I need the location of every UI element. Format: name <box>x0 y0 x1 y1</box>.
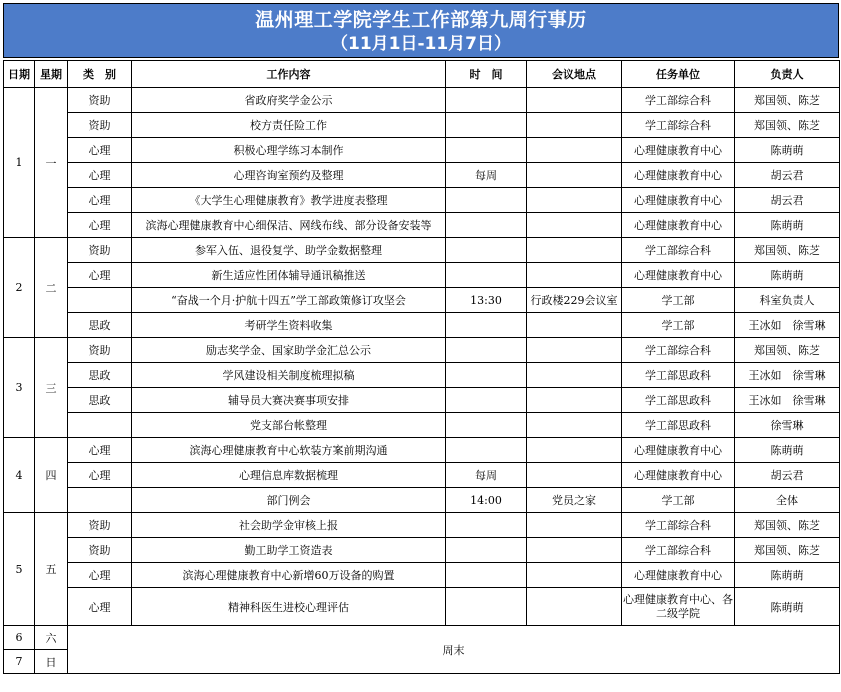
time-cell <box>446 213 527 238</box>
content-cell: 新生适应性团体辅导通讯稿推送 <box>132 263 446 288</box>
category-cell: 心理 <box>68 188 132 213</box>
owner-cell: 王冰如 徐雪琳 <box>735 313 840 338</box>
place-cell <box>527 563 622 588</box>
owner-cell: 郑国领、陈芝 <box>735 113 840 138</box>
content-cell: 励志奖学金、国家助学金汇总公示 <box>132 338 446 363</box>
content-cell: 校方责任险工作 <box>132 113 446 138</box>
date-cell: 6 <box>4 626 35 650</box>
table-row <box>4 563 840 588</box>
category-cell: 心理 <box>68 163 132 188</box>
weekday-cell: 一 <box>35 88 68 238</box>
table-row <box>4 538 840 563</box>
category-cell: 资助 <box>68 513 132 538</box>
place-cell <box>527 188 622 213</box>
table-row <box>4 188 840 213</box>
place-cell <box>527 463 622 488</box>
table-row <box>4 238 840 263</box>
unit-cell: 学工部 <box>622 313 735 338</box>
category-cell: 心理 <box>68 563 132 588</box>
owner-cell: 郑国领、陈芝 <box>735 338 840 363</box>
unit-cell: 学工部 <box>622 288 735 313</box>
place-cell <box>527 413 622 438</box>
content-cell: 心理信息库数据梳理 <box>132 463 446 488</box>
content-cell: 考研学生资料收集 <box>132 313 446 338</box>
category-cell: 资助 <box>68 338 132 363</box>
table-row <box>4 113 840 138</box>
place-cell <box>527 88 622 113</box>
table-row <box>4 338 840 363</box>
time-cell <box>446 363 527 388</box>
schedule-table <box>3 60 840 674</box>
table-row <box>4 438 840 463</box>
category-cell: 心理 <box>68 213 132 238</box>
unit-cell: 心理健康教育中心 <box>622 438 735 463</box>
place-cell <box>527 313 622 338</box>
content-cell: 心理咨询室预约及整理 <box>132 163 446 188</box>
content-cell: 勤工助学工资造表 <box>132 538 446 563</box>
place-cell <box>527 263 622 288</box>
category-cell: 资助 <box>68 238 132 263</box>
owner-cell: 陈萌萌 <box>735 563 840 588</box>
unit-cell: 心理健康教育中心 <box>622 263 735 288</box>
owner-cell: 胡云君 <box>735 188 840 213</box>
category-cell: 心理 <box>68 438 132 463</box>
category-cell <box>68 488 132 513</box>
weekday-cell: 三 <box>35 338 68 438</box>
table-row <box>4 513 840 538</box>
owner-cell: 陈萌萌 <box>735 263 840 288</box>
date-cell: 1 <box>4 88 35 238</box>
time-cell <box>446 263 527 288</box>
time-cell: 13:30 <box>446 288 527 313</box>
unit-cell: 学工部综合科 <box>622 338 735 363</box>
date-cell: 5 <box>4 513 35 626</box>
time-cell <box>446 413 527 438</box>
table-row <box>4 263 840 288</box>
place-cell <box>527 363 622 388</box>
owner-cell: 科室负责人 <box>735 288 840 313</box>
time-cell: 每周 <box>446 463 527 488</box>
date-cell: 2 <box>4 238 35 338</box>
unit-cell: 学工部综合科 <box>622 513 735 538</box>
time-cell: 每周 <box>446 163 527 188</box>
weekend-row <box>4 626 840 650</box>
weekday-cell: 六 <box>35 626 68 650</box>
owner-cell: 郑国领、陈芝 <box>735 513 840 538</box>
time-cell <box>446 563 527 588</box>
time-cell <box>446 113 527 138</box>
content-cell: 精神科医生进校心理评估 <box>132 588 446 626</box>
page-title: 温州理工学院学生工作部第九周行事历 <box>255 9 587 31</box>
time-cell <box>446 438 527 463</box>
place-cell <box>527 138 622 163</box>
content-cell: 滨海心理健康教育中心新增60万设备的购置 <box>132 563 446 588</box>
category-cell: 思政 <box>68 363 132 388</box>
time-cell <box>446 338 527 363</box>
table-row <box>4 463 840 488</box>
table-row <box>4 488 840 513</box>
place-cell: 党员之家 <box>527 488 622 513</box>
time-cell <box>446 138 527 163</box>
time-cell: 14:00 <box>446 488 527 513</box>
header-owner: 负责人 <box>735 61 840 88</box>
owner-cell: 陈萌萌 <box>735 588 840 626</box>
place-cell <box>527 438 622 463</box>
category-cell: 资助 <box>68 538 132 563</box>
schedule-body <box>4 88 840 674</box>
owner-cell: 郑国领、陈芝 <box>735 238 840 263</box>
weekday-cell: 四 <box>35 438 68 513</box>
unit-cell: 学工部综合科 <box>622 538 735 563</box>
category-cell <box>68 288 132 313</box>
unit-cell: 学工部综合科 <box>622 88 735 113</box>
table-row <box>4 288 840 313</box>
owner-cell: 陈萌萌 <box>735 138 840 163</box>
owner-cell: 全体 <box>735 488 840 513</box>
table-row <box>4 138 840 163</box>
weekday-cell: 日 <box>35 650 68 674</box>
time-cell <box>446 238 527 263</box>
owner-cell: 陈萌萌 <box>735 438 840 463</box>
table-row <box>4 413 840 438</box>
category-cell: 心理 <box>68 138 132 163</box>
unit-cell: 心理健康教育中心 <box>622 163 735 188</box>
owner-cell: 郑国领、陈芝 <box>735 88 840 113</box>
content-cell: 辅导员大赛决赛事项安排 <box>132 388 446 413</box>
weekday-cell: 二 <box>35 238 68 338</box>
time-cell <box>446 388 527 413</box>
weekday-cell: 五 <box>35 513 68 626</box>
unit-cell: 学工部综合科 <box>622 238 735 263</box>
page-subtitle: （11月1日-11月7日） <box>330 34 512 54</box>
table-row <box>4 313 840 338</box>
table-row <box>4 163 840 188</box>
place-cell <box>527 513 622 538</box>
owner-cell: 胡云君 <box>735 163 840 188</box>
category-cell: 资助 <box>68 88 132 113</box>
place-cell <box>527 213 622 238</box>
date-cell: 4 <box>4 438 35 513</box>
time-cell <box>446 513 527 538</box>
header-weekday: 星期 <box>35 61 68 88</box>
date-cell: 7 <box>4 650 35 674</box>
header-time: 时 间 <box>446 61 527 88</box>
content-cell: 学风建设相关制度梳理拟稿 <box>132 363 446 388</box>
category-cell: 心理 <box>68 588 132 626</box>
date-cell: 3 <box>4 338 35 438</box>
place-cell <box>527 588 622 626</box>
time-cell <box>446 313 527 338</box>
header-row <box>4 61 840 88</box>
unit-cell: 学工部思政科 <box>622 413 735 438</box>
place-cell <box>527 163 622 188</box>
unit-cell: 心理健康教育中心 <box>622 213 735 238</box>
owner-cell: 郑国领、陈芝 <box>735 538 840 563</box>
place-cell <box>527 113 622 138</box>
header-place: 会议地点 <box>527 61 622 88</box>
time-cell <box>446 188 527 213</box>
content-cell: 参军入伍、退役复学、助学金数据整理 <box>132 238 446 263</box>
header-category: 类 别 <box>68 61 132 88</box>
content-cell: 《大学生心理健康教育》教学进度表整理 <box>132 188 446 213</box>
content-cell: 省政府奖学金公示 <box>132 88 446 113</box>
content-cell: 滨海心理健康教育中心软装方案前期沟通 <box>132 438 446 463</box>
category-cell <box>68 413 132 438</box>
content-cell: 部门例会 <box>132 488 446 513</box>
table-row <box>4 213 840 238</box>
owner-cell: 徐雪琳 <box>735 413 840 438</box>
time-cell <box>446 588 527 626</box>
header-content: 工作内容 <box>132 61 446 88</box>
time-cell <box>446 538 527 563</box>
header-unit: 任务单位 <box>622 61 735 88</box>
owner-cell: 王冰如 徐雪琳 <box>735 388 840 413</box>
unit-cell: 心理健康教育中心 <box>622 138 735 163</box>
unit-cell: 心理健康教育中心 <box>622 463 735 488</box>
unit-cell: 心理健康教育中心、各二级学院 <box>622 588 735 626</box>
place-cell: 行政楼229会议室 <box>527 288 622 313</box>
place-cell <box>527 238 622 263</box>
category-cell: 心理 <box>68 463 132 488</box>
title-banner <box>3 3 839 58</box>
category-cell: 思政 <box>68 313 132 338</box>
unit-cell: 学工部综合科 <box>622 113 735 138</box>
place-cell <box>527 388 622 413</box>
owner-cell: 陈萌萌 <box>735 213 840 238</box>
category-cell: 资助 <box>68 113 132 138</box>
place-cell <box>527 338 622 363</box>
category-cell: 思政 <box>68 388 132 413</box>
unit-cell: 心理健康教育中心 <box>622 563 735 588</box>
weekend-label: 周末 <box>68 626 840 674</box>
content-cell: “奋战一个月·护航十四五”学工部政策修订攻坚会 <box>132 288 446 313</box>
content-cell: 党支部台帐整理 <box>132 413 446 438</box>
table-row <box>4 588 840 626</box>
time-cell <box>446 88 527 113</box>
category-cell: 心理 <box>68 263 132 288</box>
owner-cell: 王冰如 徐雪琳 <box>735 363 840 388</box>
content-cell: 积极心理学练习本制作 <box>132 138 446 163</box>
content-cell: 社会助学金审核上报 <box>132 513 446 538</box>
header-date: 日期 <box>4 61 35 88</box>
unit-cell: 学工部思政科 <box>622 363 735 388</box>
place-cell <box>527 538 622 563</box>
table-row <box>4 88 840 113</box>
unit-cell: 学工部 <box>622 488 735 513</box>
table-row <box>4 388 840 413</box>
unit-cell: 心理健康教育中心 <box>622 188 735 213</box>
table-row <box>4 363 840 388</box>
content-cell: 滨海心理健康教育中心细保洁、网线布线、部分设备安装等 <box>132 213 446 238</box>
unit-cell: 学工部思政科 <box>622 388 735 413</box>
owner-cell: 胡云君 <box>735 463 840 488</box>
